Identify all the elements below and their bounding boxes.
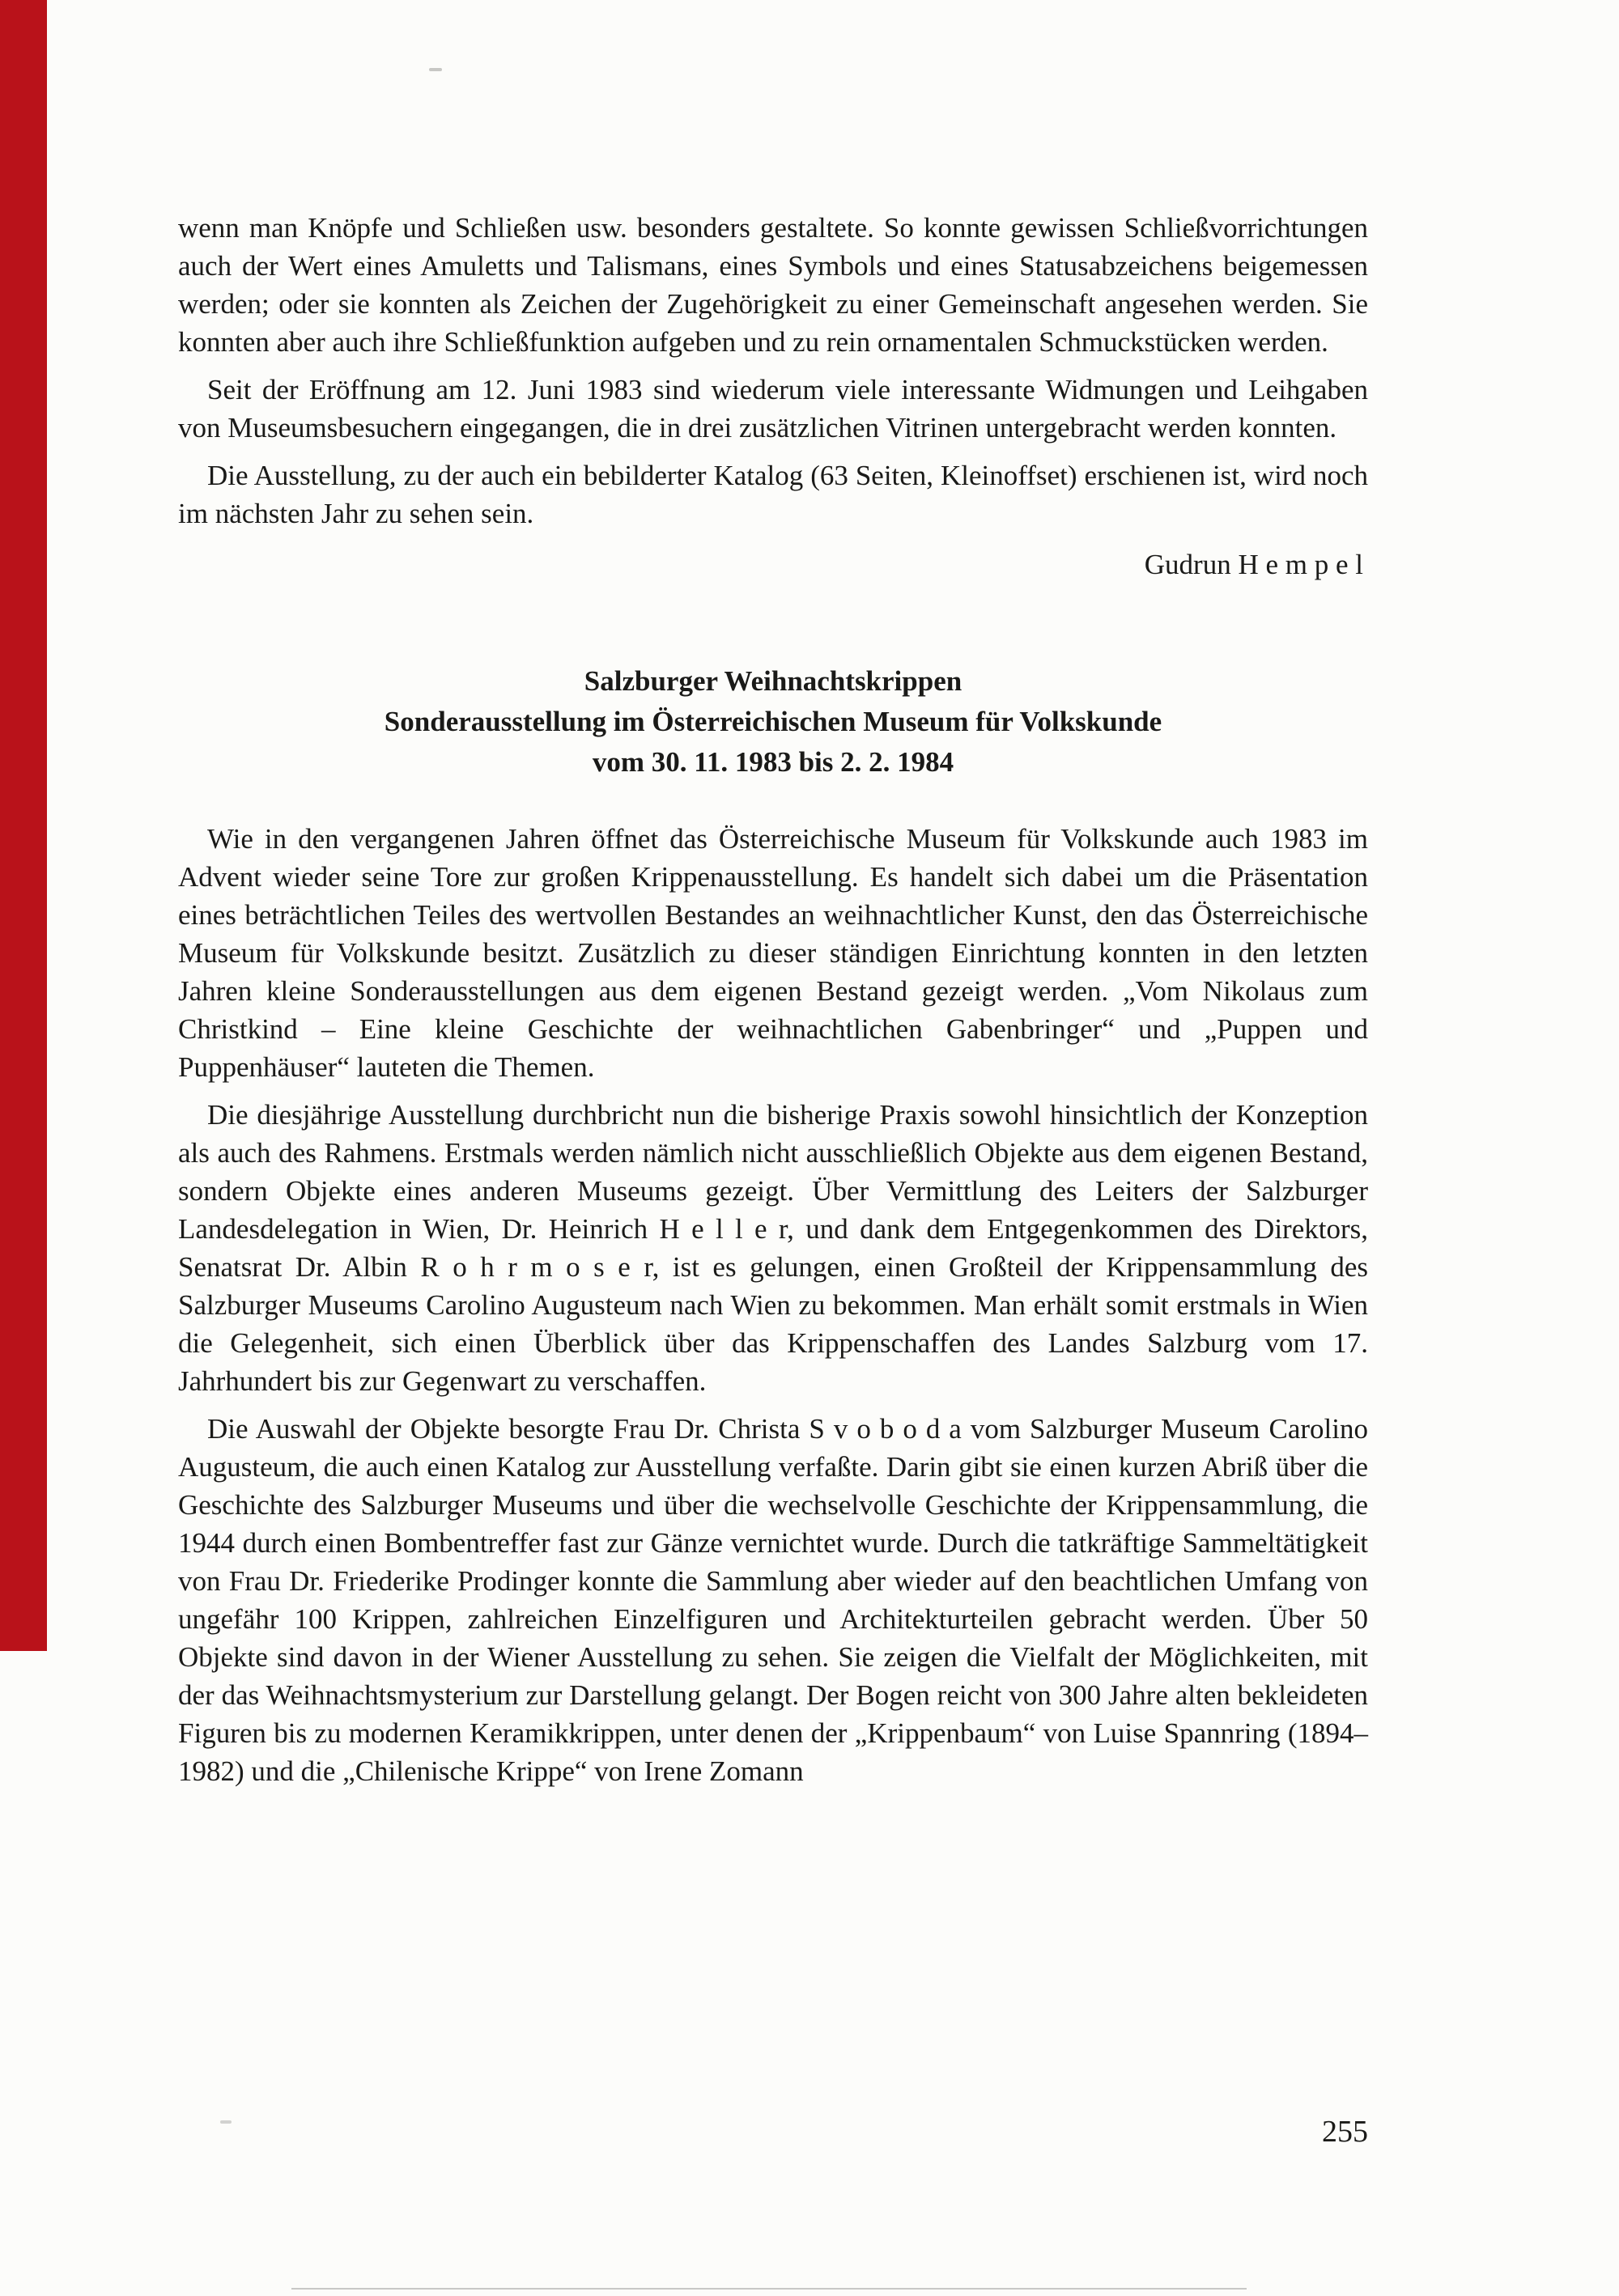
paragraph-intro-ausstellung: Wie in den vergangenen Jahren öffnet das Österreichische Museum für Volkskunde auch 1983 im Advent wieder seine Tore zur großen Krippenausstellung. Es handelt sich dabei um die Präsentation eines beträchtlichen Teiles des wertvollen Bestandes an weihnachtlicher Kunst, den das Österreichische Museum für Volkskunde besitzt. Zusätzlich zu dieser ständigen Einrichtung konnten in den letzten Jahren kleine Sonderausstellungen aus dem eigenen Bestand gezeigt werden. „Vom Nikolaus zum Christkind – Eine kleine Geschichte der weihnachtlichen Gabenbringer“ und „Puppen und Puppenhäuser“ lauteten die Themen. (178, 823, 1368, 1083)
paragraph-katalog: Die Ausstellung, zu der auch ein bebilderter Katalog (63 Seiten, Kleinoffset) erschienen ist, wird noch im nächsten Jahr zu sehen sein. (178, 460, 1368, 529)
heading-subtitle: Sonderausstellung im Österreichischen Museum für Volkskunde (384, 706, 1162, 737)
scan-artifact-bottom-edge (291, 2288, 1247, 2290)
author-signature: Gudrun H e m p e l (1144, 549, 1363, 580)
page-number: 255 (1322, 2115, 1368, 2149)
article-heading (178, 661, 1368, 783)
paragraph-auswahl-objekte: Die Auswahl der Objekte besorgte Frau Dr. Christa S v o b o d a vom Salzburger Museum Carolino Augusteum, die auch einen Katalog zur Ausstellung verfaßte. Darin gibt sie einen kurzen Abriß über die Geschichte des Salzburger Museums und über die wechselvolle Geschichte der Krippensammlung, die 1944 durch einen Bombentreffer fast zur Gänze vernichtet wurde. Durch die tatkräftige Sammeltätigkeit von Frau Dr. Friederike Prodinger konnte die Sammlung aber wieder auf den beachtlichen Umfang von ungefähr 100 Krippen, zahlreichen Einzelfiguren und Architekturteilen gebracht werden. Über 50 Objekte sind davon in der Wiener Ausstellung zu sehen. Sie zeigen die Vielfalt der Möglichkeiten, mit der das Weihnachtsmysterium zur Darstellung gelangt. Der Bogen reicht von 300 Jahre alten bekleideten Figuren bis zu modernen Keramikkrippen, unter denen der „Krippenbaum“ von Luise Spannring (1894–1982) und die „Chilenische Krippe“ von Irene Zomann (178, 1413, 1368, 1787)
scan-artifact-dash-bottom (220, 2120, 232, 2124)
heading-dates: vom 30. 11. 1983 bis 2. 2. 1984 (592, 746, 954, 778)
paragraph-opening-1983: Seit der Eröffnung am 12. Juni 1983 sind wiederum viele interessante Widmungen und Leihgaben von Museumsbesuchern eingegangen, die in drei zusätzlichen Vitrinen untergebracht werden konnten. (178, 374, 1368, 443)
paragraph-neue-praxis: Die diesjährige Ausstellung durchbricht nun die bisherige Praxis sowohl hinsichtlich der Konzeption als auch des Rahmens. Erstmals werden nämlich nicht ausschließlich Objekte aus dem eigenen Bestand, sondern Objekte eines anderen Museums gezeigt. Über Vermittlung des Leiters der Salzburger Landesdelegation in Wien, Dr. Heinrich H e l l e r, und dank dem Entgegenkommen des Direktors, Senatsrat Dr. Albin R o h r m o s e r, ist es gelungen, einen Großteil der Krippensammlung des Salzburger Museums Carolino Augusteum nach Wien zu bekommen. Man erhält somit erstmals in Wien die Gelegenheit, sich einen Überblick über das Krippenschaffen des Landes Salzburg vom 17. Jahrhundert bis zur Gegenwart zu verschaffen. (178, 1099, 1368, 1397)
paragraph-continuation: wenn man Knöpfe und Schließen usw. besonders gestaltete. So konnte gewissen Schließvorrichtungen auch der Wert eines Amuletts und Talismans, eines Symbols und eines Statusabzeichens beigemessen werden; oder sie konnten als Zeichen der Zugehörigkeit zu einer Gemeinschaft angesehen werden. Sie konnten aber auch ihre Schließfunktion aufgeben und zu rein ornamentalen Schmuckstücken werden. (178, 212, 1368, 358)
red-bookmark-stripe (0, 0, 47, 1651)
text-column (178, 209, 1368, 1800)
heading-title: Salzburger Weihnachtskrippen (584, 665, 962, 697)
scan-artifact-dash-top (429, 68, 442, 71)
